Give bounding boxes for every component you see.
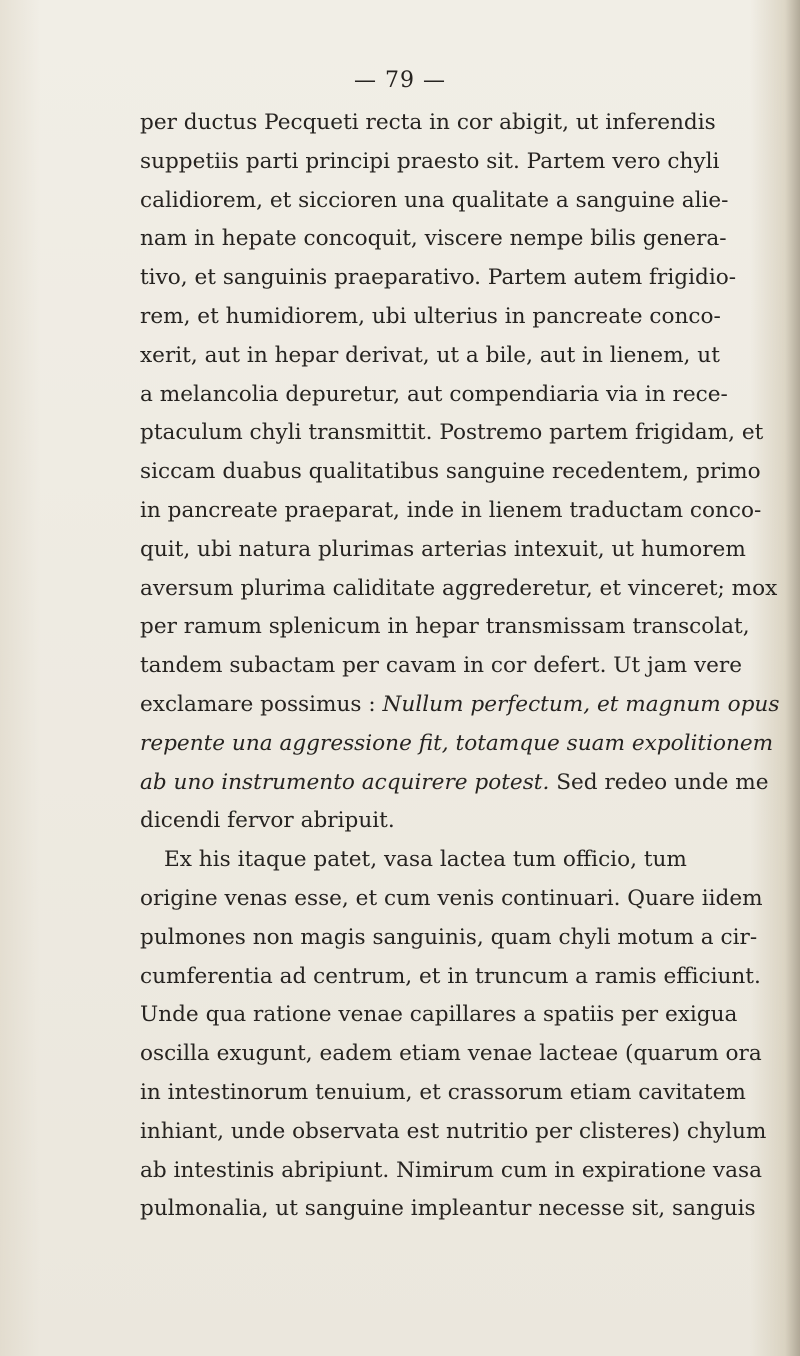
text-line <box>140 104 716 143</box>
text-line <box>140 376 728 415</box>
text-line <box>140 647 743 686</box>
text-line <box>140 492 762 531</box>
line-text: in pancreate praeparat, inde in lienem traductam conco- <box>140 497 762 523</box>
line-text: per ductus Pecqueti recta in cor abigit, ut inferendis <box>140 110 716 135</box>
text-line <box>140 220 727 259</box>
text-line <box>140 764 769 803</box>
line-text: suppetiis parti principi praesto sit. Partem vero chyli <box>140 148 720 174</box>
line-text: pulmones non magis sanguinis, quam chyli motum a cir- <box>140 924 758 950</box>
italic-quote: ab uno instrumento acquirere potest. <box>140 769 550 795</box>
text-line <box>140 880 763 919</box>
line-text: quit, ubi natura plurimas arterias intexuit, ut humorem <box>140 536 746 562</box>
text-line <box>140 414 764 453</box>
line-text: exclamare possimus : <box>140 691 383 717</box>
text-line <box>140 686 780 725</box>
text-line <box>140 531 746 570</box>
text-line <box>140 143 720 182</box>
line-text: Unde qua ratione venae capillares a spatiis per exigua <box>140 1002 738 1028</box>
text-line <box>140 608 750 647</box>
line-text: calidiorem, et siccioren una qualitate a sanguine alie- <box>140 187 729 213</box>
line-text: nam in hepate concoquit, viscere nempe bilis genera- <box>140 226 727 252</box>
line-text: origine venas esse, et cum venis continuari. Quare iidem <box>140 885 763 911</box>
text-line <box>140 841 687 880</box>
text-line <box>140 996 738 1035</box>
line-text: cumferentia ad centrum, et in truncum a ramis efficiunt. <box>140 963 761 989</box>
text-line <box>140 802 672 841</box>
line-text: inhiant, unde observata est nutritio per clisteres) chylum <box>140 1118 767 1144</box>
italic-quote: repente una aggressione fit, totamque suam expolitionem <box>140 730 774 756</box>
line-text: dicendi fervor abripuit. <box>140 808 395 834</box>
line-text: in intestinorum tenuium, et crassorum etiam cavitatem <box>140 1079 746 1105</box>
line-text: Sed redeo unde me <box>549 769 769 795</box>
text-line <box>140 1035 762 1074</box>
italic-quote: Nullum perfectum, et magnum opus <box>382 691 780 717</box>
text-line <box>140 1152 762 1191</box>
text-line <box>140 1074 746 1113</box>
line-text: Ex his itaque patet, vasa lactea tum officio, tum <box>164 847 687 873</box>
line-text: per ramum splenicum in hepar transmissam transcolat, <box>140 614 750 640</box>
line-text: siccam duabus qualitatibus sanguine recedentem, primo <box>140 459 761 485</box>
line-text: tandem subactam per cavam in cor defert. Ut jam vere <box>140 653 743 679</box>
text-line <box>140 1190 756 1229</box>
page-number: — 79 — <box>354 68 446 93</box>
body-text <box>140 104 780 1229</box>
line-text: a melancolia depuretur, aut compendiaria via in rece- <box>140 381 728 407</box>
text-line <box>140 182 729 221</box>
line-text: pulmonalia, ut sanguine impleantur necesse sit, sanguis <box>140 1196 756 1222</box>
text-line <box>140 570 778 609</box>
line-text: ptaculum chyli transmittit. Postremo partem frigidam, et <box>140 420 764 446</box>
text-line <box>140 259 737 298</box>
text-line <box>140 725 774 764</box>
line-text: tivo, et sanguinis praeparativo. Partem autem frigidio- <box>140 265 737 291</box>
text-line <box>140 298 721 337</box>
line-text: ab intestinis abripiunt. Nimirum cum in expiratione vasa <box>140 1157 762 1183</box>
text-line <box>140 453 761 492</box>
text-line <box>140 1113 767 1152</box>
line-text: rem, et humidiorem, ubi ulterius in pancreate conco- <box>140 303 721 329</box>
line-text: xerit, aut in hepar derivat, ut a bile, aut in lienem, ut <box>140 342 720 368</box>
text-line <box>140 958 761 997</box>
text-line <box>140 919 758 958</box>
text-line <box>140 337 720 376</box>
line-text: aversum plurima caliditate aggrederetur, et vinceret; mox <box>140 575 778 601</box>
line-text: oscilla exugunt, eadem etiam venae lacteae (quarum ora <box>140 1041 762 1067</box>
